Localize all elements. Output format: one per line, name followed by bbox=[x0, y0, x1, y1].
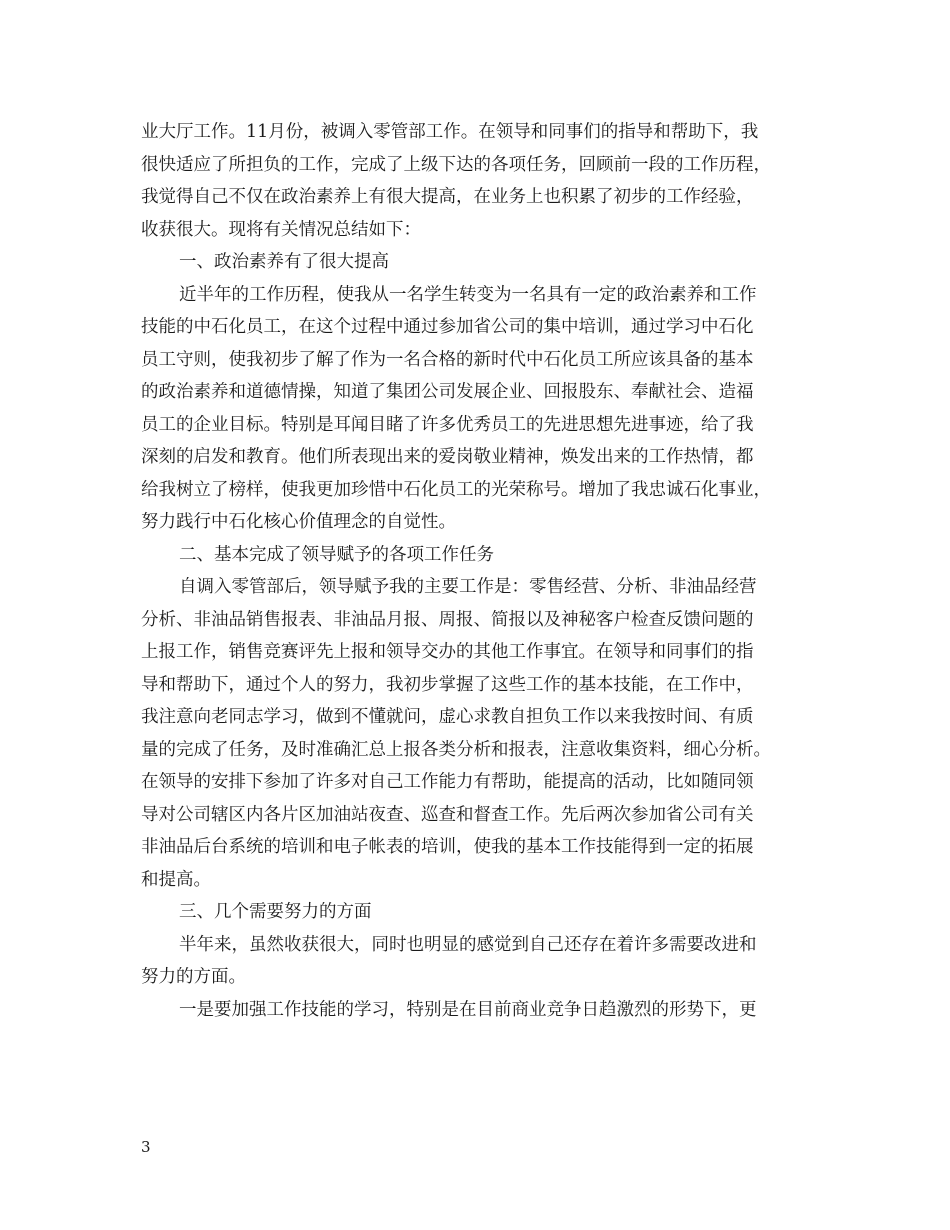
text-line: 和提高。 bbox=[141, 869, 211, 890]
page-number: 3 bbox=[141, 1138, 151, 1156]
text-line: 三、几个需要努力的方面 bbox=[179, 902, 372, 922]
text-line: 很快适应了所担负的工作，完成了上级下达的各项任务，回顾前一段的工作历程， bbox=[141, 154, 771, 175]
text-line: 导对公司辖区内各片区加油站夜查、巡查和督查工作。先后两次参加省公司有关 bbox=[141, 804, 754, 825]
body-text bbox=[141, 116, 841, 1026]
text-line: 一是要加强工作技能的学习，特别是在目前商业竞争日趋激烈的形势下，更 bbox=[179, 999, 757, 1020]
text-line: 深刻的启发和教育。他们所表现出来的爱岗敬业精神，焕发出来的工作热情，都 bbox=[141, 447, 754, 467]
text-line: 半年来，虽然收获很大，同时也明显的感觉到自己还存在着许多需要改进和 bbox=[179, 934, 757, 955]
text-line: 收获很大。现将有关情况总结如下： bbox=[141, 219, 421, 240]
text-line: 业大厅工作。11月份，被调入零管部工作。在领导和同事们的指导和帮助下，我 bbox=[141, 122, 759, 142]
text-line: 员工的企业目标。特别是耳闻目睹了许多优秀员工的先进思想先进事迹，给了我 bbox=[141, 414, 754, 435]
text-line: 量的完成了任务，及时准确汇总上报各类分析和报表，注意收集资料，细心分析。 bbox=[141, 739, 771, 760]
text-line: 非油品后台系统的培训和电子帐表的培训，使我的基本工作技能得到一定的拓展 bbox=[141, 837, 754, 857]
text-line: 自调入零管部后，领导赋予我的主要工作是：零售经营、分析、非油品经营 bbox=[179, 577, 757, 597]
text-line: 二、基本完成了领导赋予的各项工作任务 bbox=[179, 544, 494, 565]
text-line: 给我树立了榜样，使我更加珍惜中石化员工的光荣称号。增加了我忠诚石化事业， bbox=[141, 479, 771, 500]
text-line: 近半年的工作历程，使我从一名学生转变为一名具有一定的政治素养和工作 bbox=[179, 284, 757, 305]
text-line: 在领导的安排下参加了许多对自己工作能力有帮助，能提高的活动，比如随同领 bbox=[141, 772, 754, 792]
text-line: 的政治素养和道德情操，知道了集团公司发展企业、回报股东、奉献社会、造福 bbox=[141, 382, 754, 402]
text-line: 一、政治素养有了很大提高 bbox=[179, 252, 389, 272]
text-line: 我注意向老同志学习，做到不懂就问，虚心求教自担负工作以来我按时间、有质 bbox=[141, 707, 754, 727]
text-line: 努力践行中石化核心价值理念的自觉性。 bbox=[141, 512, 456, 532]
text-line: 我觉得自己不仅在政治素养上有很大提高，在业务上也积累了初步的工作经验， bbox=[141, 187, 754, 207]
text-line: 技能的中石化员工，在这个过程中通过参加省公司的集中培训，通过学习中石化 bbox=[141, 317, 754, 337]
text-line: 导和帮助下，通过个人的努力，我初步掌握了这些工作的基本技能，在工作中， bbox=[141, 674, 754, 695]
text-line: 上报工作，销售竞赛评先上报和领导交办的其他工作事宜。在领导和同事们的指 bbox=[141, 642, 754, 662]
text-line: 分析、非油品销售报表、非油品月报、周报、简报以及神秘客户检查反馈问题的 bbox=[141, 609, 754, 630]
text-line: 员工守则，使我初步了解了作为一名合格的新时代中石化员工所应该具备的基本 bbox=[141, 349, 754, 370]
text-line: 努力的方面。 bbox=[141, 967, 246, 987]
